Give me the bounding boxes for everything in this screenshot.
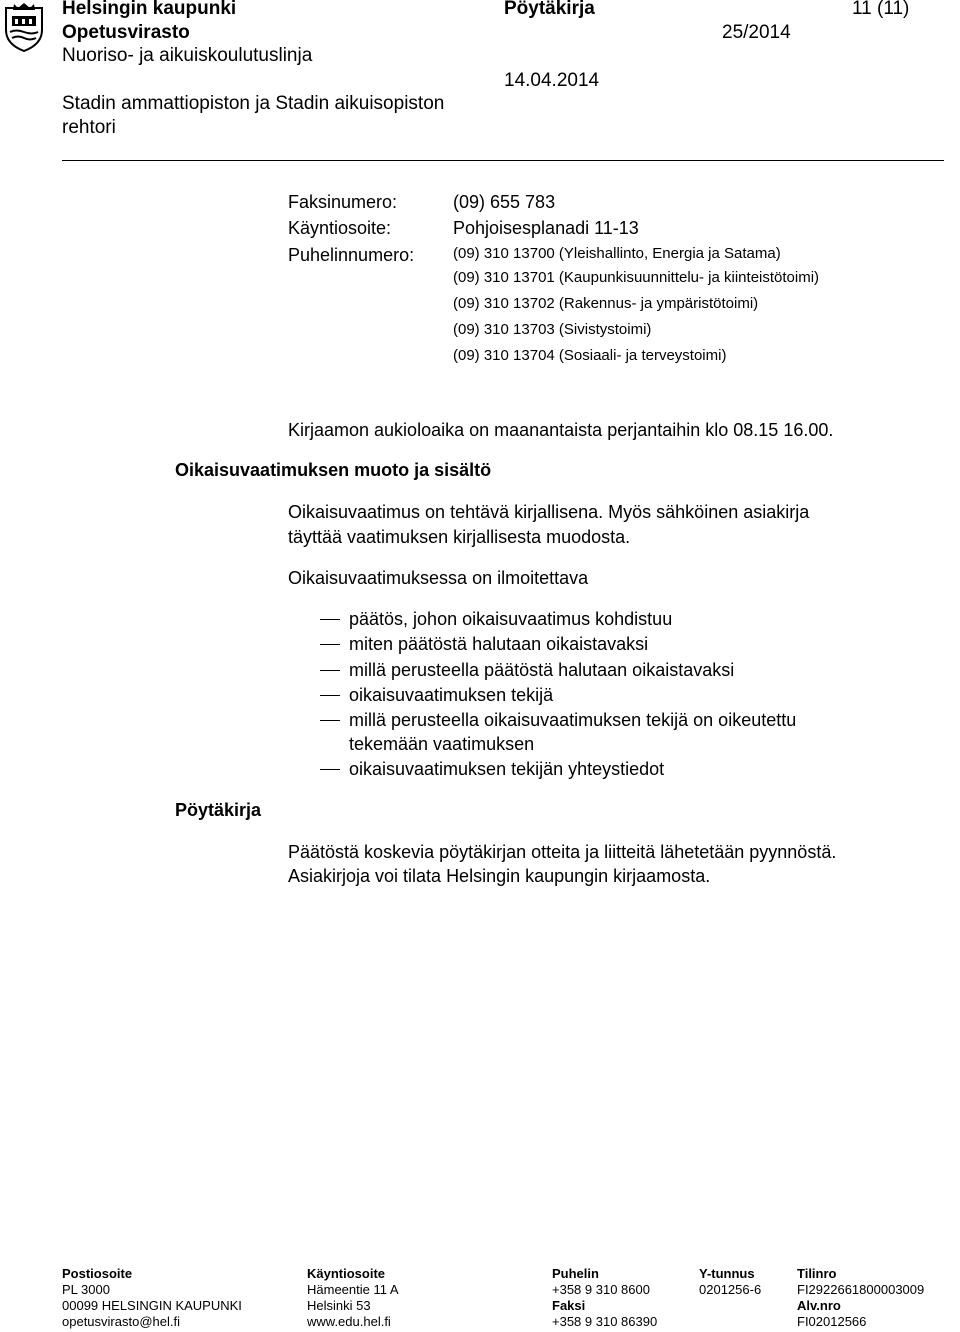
- footer-visit-label: Käyntiosoite: [307, 1266, 386, 1281]
- header-divider: [62, 160, 944, 161]
- footer-postal-box: PL 3000: [62, 1282, 110, 1297]
- dash-bullet-icon: [320, 769, 340, 770]
- phone-line: (09) 310 13704 (Sosiaali- ja terveystoimi): [453, 347, 727, 364]
- visit-label: Käyntiosoite:: [288, 218, 392, 238]
- footer-email: opetusvirasto@hel.fi: [62, 1314, 180, 1329]
- dash-bullet-icon: [320, 670, 340, 671]
- dash-bullet-icon: [320, 644, 340, 645]
- footer-account-label: Tilinro: [797, 1266, 837, 1281]
- footer-vat-label: Alv.nro: [797, 1298, 841, 1313]
- helsinki-crest-logo: [2, 2, 46, 52]
- header-division: Nuoriso- ja aikuiskoulutuslinja: [62, 45, 313, 66]
- footer-account: FI2922661800003009: [797, 1282, 925, 1297]
- header-org: Helsingin kaupunki: [62, 0, 237, 19]
- footer-website: www.edu.hel.fi: [307, 1314, 391, 1329]
- phone-line: (09) 310 13701 (Kaupunkisuunnittelu- ja kiinteistötoimi): [453, 269, 820, 286]
- header-role-line1: Stadin ammattiopiston ja Stadin aikuisopiston: [62, 93, 445, 114]
- footer-vat: FI02012566: [797, 1314, 867, 1329]
- paragraph-line: Oikaisuvaatimuksessa on ilmoitettava: [288, 568, 589, 588]
- footer-postal-label: Postiosoite: [62, 1266, 133, 1281]
- footer-fax: +358 9 310 86390: [552, 1314, 658, 1329]
- dash-bullet-icon: [320, 695, 340, 696]
- header-role-line2: rehtori: [62, 117, 116, 138]
- footer-visit-city: Helsinki 53: [307, 1298, 371, 1313]
- fax-value: (09) 655 783: [453, 192, 556, 212]
- visit-value: Pohjoisesplanadi 11-13: [453, 218, 639, 238]
- phone-line: (09) 310 13700 (Yleishallinto, Energia ja Satama): [453, 245, 781, 262]
- section-heading-appeal-form: Oikaisuvaatimuksen muoto ja sisältö: [175, 460, 492, 480]
- footer-phone-label: Puhelin: [552, 1266, 599, 1281]
- header-page: 11 (11): [852, 0, 910, 19]
- paragraph-line: täyttää vaatimuksen kirjallisesta muodosta.: [288, 527, 631, 547]
- footer-postal-city: 00099 HELSINGIN KAUPUNKI: [62, 1298, 242, 1313]
- paragraph-line: Oikaisuvaatimus on tehtävä kirjallisena. Myös sähköinen asiakirja: [288, 502, 810, 522]
- section-heading-minutes: Pöytäkirja: [175, 800, 262, 820]
- footer-fax-label: Faksi: [552, 1298, 586, 1313]
- footer-business-id: 0201256-6: [699, 1282, 762, 1297]
- dash-bullet-icon: [320, 720, 340, 721]
- paragraph-line: Päätöstä koskevia pöytäkirjan otteita ja liitteitä lähetetään pyynnöstä.: [288, 842, 837, 862]
- header-dept: Opetusvirasto: [62, 22, 190, 43]
- fax-label: Faksinumero:: [288, 192, 398, 212]
- list-item-continuation: tekemään vaatimuksen: [349, 734, 535, 754]
- footer-business-id-label: Y-tunnus: [699, 1266, 755, 1281]
- header-doc-type: Pöytäkirja: [504, 0, 595, 19]
- dash-bullet-icon: [320, 619, 340, 620]
- header-doc-number: 25/2014: [722, 22, 791, 43]
- paragraph-line: Asiakirjoja voi tilata Helsingin kaupungin kirjaamosta.: [288, 866, 711, 886]
- office-hours: Kirjaamon aukioloaika on maanantaista perjantaihin klo 08.15 16.00.: [288, 420, 834, 440]
- header-date: 14.04.2014: [504, 70, 600, 91]
- footer-phone: +358 9 310 8600: [552, 1282, 650, 1297]
- phone-label: Puhelinnumero:: [288, 245, 415, 265]
- footer-visit-street: Hämeentie 11 A: [307, 1282, 399, 1297]
- phone-line: (09) 310 13702 (Rakennus- ja ympäristötoimi): [453, 295, 759, 312]
- phone-line: (09) 310 13703 (Sivistystoimi): [453, 321, 652, 338]
